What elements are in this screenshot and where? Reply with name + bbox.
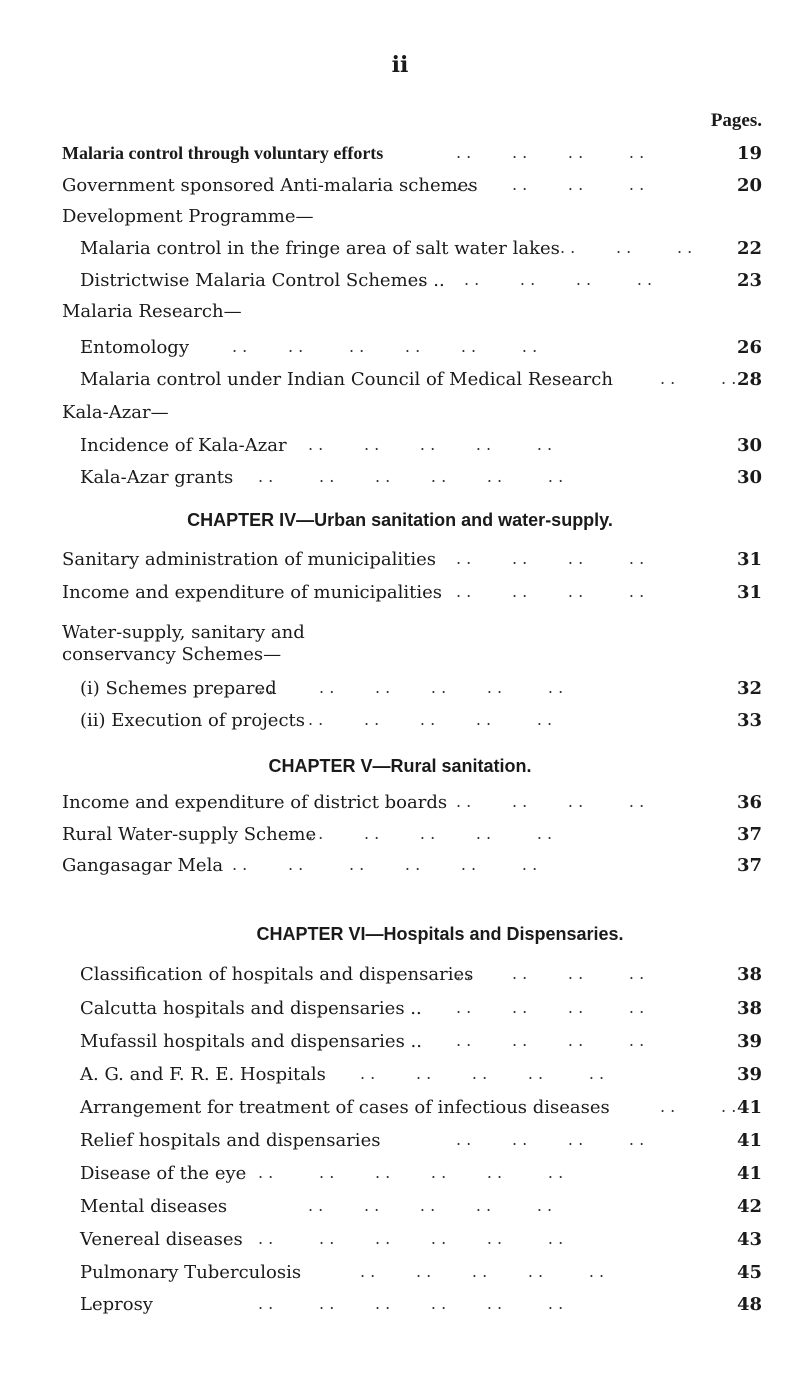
leader-dots: . . . . . . . . . . . . xyxy=(258,1229,564,1248)
toc-entry-label: A. G. and F. R. E. Hospitals xyxy=(80,1064,326,1085)
toc-entry xyxy=(0,1163,800,1193)
toc-entry xyxy=(0,467,800,497)
toc-entry-label: Classification of hospitals and dispensaries xyxy=(80,964,474,985)
toc-entry xyxy=(0,143,800,173)
leader-dots: . . . . xyxy=(660,369,737,388)
toc-entry xyxy=(0,1196,800,1226)
toc-entry-page: 30 xyxy=(736,435,762,456)
leader-dots: . . . . . . . . . . xyxy=(308,824,553,843)
leader-dots: . . . . . . . . . . xyxy=(360,1064,605,1083)
toc-entry-label: Malaria control in the fringe area of salt water lakes xyxy=(80,238,560,259)
toc-entry-page: 33 xyxy=(736,710,762,731)
toc-entry-page: 41 xyxy=(736,1097,762,1118)
toc-entry-page: 30 xyxy=(736,467,762,488)
toc-entry-label: Leprosy xyxy=(80,1294,153,1315)
leader-dots: . . . . . . . . xyxy=(456,143,645,162)
leader-dots: . . . . . . . . . . xyxy=(308,710,553,729)
toc-entry-label: Kala-Azar— xyxy=(62,402,169,423)
leader-dots: . . . . . . . . xyxy=(456,1130,645,1149)
toc-entry-page: 42 xyxy=(736,1196,762,1217)
leader-dots: . . . . . . . . xyxy=(456,1031,645,1050)
toc-entry xyxy=(0,270,800,300)
toc-entry-label: Incidence of Kala-Azar xyxy=(80,435,287,456)
toc-entry-label: Income and expenditure of municipalities xyxy=(62,582,443,603)
toc-entry-label: Disease of the eye xyxy=(80,1163,247,1184)
leader-dots: . . . . . . . . xyxy=(456,582,645,601)
toc-entry-page: 48 xyxy=(736,1294,762,1315)
toc-entry-page: 37 xyxy=(736,855,762,876)
toc-entry xyxy=(0,1130,800,1160)
toc-entry-page: 38 xyxy=(736,998,762,1019)
toc-entry xyxy=(0,1064,800,1094)
toc-entry xyxy=(0,435,800,465)
toc-entry-label: Venereal diseases xyxy=(80,1229,243,1250)
toc-entry-label: Kala-Azar grants xyxy=(80,467,234,488)
toc-entry-page: 32 xyxy=(736,678,762,699)
toc-entry xyxy=(0,824,800,854)
toc-entry-label: Entomology xyxy=(80,337,189,358)
toc-entry-page: 38 xyxy=(736,964,762,985)
toc-entry xyxy=(0,792,800,822)
toc-entry xyxy=(0,964,800,994)
toc-section-heading: Water-supply, sanitary and conservancy Schemes— xyxy=(62,622,305,665)
toc-entry xyxy=(0,369,800,399)
leader-dots: . . . . . . . . . . . . xyxy=(232,855,538,874)
toc-entry-page: 41 xyxy=(736,1130,762,1151)
toc-entry-label: (i) Schemes prepared xyxy=(80,678,277,699)
toc-entry-label: Sanitary administration of municipalities xyxy=(62,549,436,570)
toc-entry xyxy=(0,337,800,367)
leader-dots: . . . . . . xyxy=(560,238,693,257)
toc-entry xyxy=(0,710,800,740)
toc-entry-page: 22 xyxy=(736,238,762,259)
toc-entry xyxy=(0,1262,800,1292)
toc-entry-label: Government sponsored Anti-malaria schemes xyxy=(62,175,478,196)
toc-entry-page: 23 xyxy=(736,270,762,291)
toc-entry-label: Development Programme— xyxy=(62,206,314,227)
toc-entry-label: Mental diseases xyxy=(80,1196,228,1217)
toc-section-heading xyxy=(0,206,800,236)
toc-entry-label: Malaria Research— xyxy=(62,301,242,322)
toc-entry-label: Income and expenditure of district boards xyxy=(62,792,448,813)
chapter-heading: CHAPTER IV—Urban sanitation and water-supply. xyxy=(187,510,613,530)
toc-entry-label: Arrangement for treatment of cases of infectious diseases xyxy=(80,1097,610,1118)
toc-entry-page: 28 xyxy=(736,369,762,390)
leader-dots: . . . . . . . . xyxy=(456,175,645,194)
leader-dots: . . . . . . . . xyxy=(456,964,645,983)
toc-entry xyxy=(0,678,800,708)
toc-entry-page: 31 xyxy=(736,549,762,570)
toc-entry-page: 20 xyxy=(736,175,762,196)
leader-dots: . . . . . . . . . . xyxy=(360,1262,605,1281)
toc-entry-page: 39 xyxy=(736,1031,762,1052)
toc-section-heading xyxy=(0,301,800,331)
toc-entry-label: Malaria control under Indian Council of Medical Research xyxy=(80,369,613,390)
toc-entry-label: Pulmonary Tuberculosis xyxy=(80,1262,302,1283)
toc-entry-page: 19 xyxy=(736,143,762,164)
leader-dots: . . . . . . . . . . xyxy=(308,1196,553,1215)
toc-entry xyxy=(0,1294,800,1324)
leader-dots: . . . . . . . . . . . . xyxy=(258,678,564,697)
leader-dots: . . . . . . . . xyxy=(456,549,645,568)
toc-entry-label: Rural Water-supply Scheme xyxy=(62,824,317,845)
leader-dots: . . . . . . . . . . . . xyxy=(232,337,538,356)
toc-entry xyxy=(0,175,800,205)
toc-entry xyxy=(0,238,800,268)
toc-entry xyxy=(0,549,800,579)
toc-entry-label: Malaria control through voluntary efforts xyxy=(62,143,384,163)
pages-column-header: Pages. xyxy=(710,110,762,131)
toc-entry-page: 39 xyxy=(736,1064,762,1085)
leader-dots: . . . . xyxy=(660,1097,737,1116)
toc-entry xyxy=(0,998,800,1028)
toc-entry-page: 45 xyxy=(736,1262,762,1283)
leader-dots: . . . . . . . . . . . . xyxy=(258,1294,564,1313)
toc-entry-label: Relief hospitals and dispensaries xyxy=(80,1130,381,1151)
toc-entry-page: 37 xyxy=(736,824,762,845)
toc-entry-label: (ii) Execution of projects xyxy=(80,710,306,731)
toc-entry-page: 36 xyxy=(736,792,762,813)
toc-entry-label: Gangasagar Mela xyxy=(62,855,224,876)
toc-entry xyxy=(0,1097,800,1127)
toc-entry xyxy=(0,582,800,612)
leader-dots: . . . . . . . . . . . . xyxy=(258,1163,564,1182)
chapter-heading: CHAPTER V—Rural sanitation. xyxy=(268,756,532,776)
chapter-heading: CHAPTER VI—Hospitals and Dispensaries. xyxy=(256,924,624,944)
toc-entry-page: 31 xyxy=(736,582,762,603)
leader-dots: . . . . . . . . xyxy=(456,792,645,811)
toc-entry xyxy=(0,855,800,885)
toc-entry-label: Calcutta hospitals and dispensaries .. xyxy=(80,998,422,1019)
toc-entry-page: 43 xyxy=(736,1229,762,1250)
toc-entry xyxy=(0,1229,800,1259)
toc-entry-label: Mufassil hospitals and dispensaries .. xyxy=(80,1031,422,1052)
leader-dots: . . . . . . . . . . xyxy=(408,270,653,289)
toc-entry-page: 41 xyxy=(736,1163,762,1184)
leader-dots: . . . . . . . . . . . . xyxy=(258,467,564,486)
toc-section-heading xyxy=(0,402,800,432)
page-number: ii xyxy=(391,52,409,78)
leader-dots: . . . . . . . . . . xyxy=(308,435,553,454)
toc-entry-label: Districtwise Malaria Control Schemes .. xyxy=(80,270,445,291)
toc-entry xyxy=(0,1031,800,1061)
toc-entry-page: 26 xyxy=(736,337,762,358)
leader-dots: . . . . . . . . xyxy=(456,998,645,1017)
